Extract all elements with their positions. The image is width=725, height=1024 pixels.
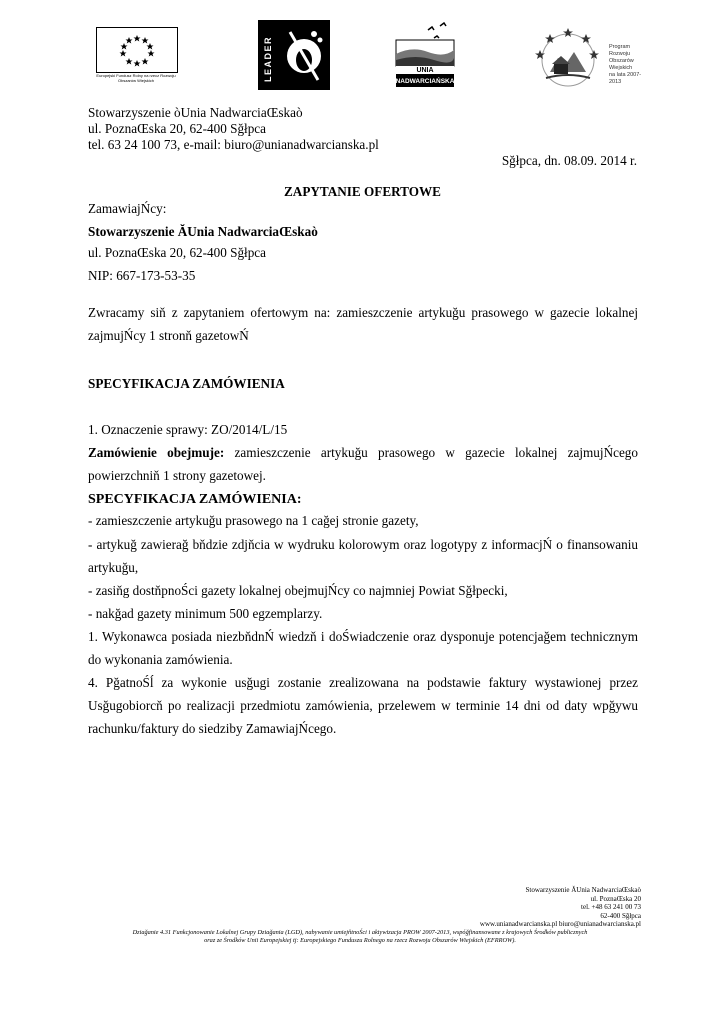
sender-address: ul. PoznaŒska 20, 62-400 Sğłpca: [88, 121, 267, 136]
unia-logo-text: UNIA: [416, 67, 434, 74]
spec-item: - zasiňg dostňpnoŚci gazety lokalnej obejmujŃcy co najmniej Powiat Sğłpecki,: [88, 583, 508, 598]
prow-caption-line: na lata 2007-2013: [609, 72, 642, 85]
footer-line: tel. +48 63 241 00 73: [581, 903, 641, 911]
spec-item: 1. Wykonawca posiada niezbňdnŃ wiedzň i doŚwiadczenie oraz dysponuje potencjağem technicznym do wykonania zamówienia.: [88, 629, 638, 667]
spec-heading-2: SPECYFIKACJA ZAMÓWIENIA:: [88, 492, 302, 507]
footer-note-line: oraz ze Środków Unii Europejskiej tj: Europejskiego Funduszu Rolnego na rzecz Rozwoju Obszarów Wiejskich (EFRROW).: [204, 937, 516, 944]
footer-note-line: Dziağanie 4.31 Funkcjonowanie Lokalnej Grupy Dziağania (LGD), nabywanie umiejňtnoŚci i aktywizacja PROW 2007-2013, wspóğfinansowane z krajowych Środków publicznych: [132, 929, 588, 936]
prow-logo: [528, 22, 648, 92]
nadwarcianska-logo-text: NADWARCIAŃSKA: [395, 78, 455, 85]
footer-contact: [400, 886, 641, 929]
spec-item: - zamieszczenie artykuğu prasowego na 1 cağej stronie gazety,: [88, 513, 419, 528]
spec-heading: SPECYFIKACJA ZAMÓWIENIA: [88, 376, 285, 391]
leader-logo: [258, 20, 330, 90]
leader-logo-text: LEADER: [263, 35, 273, 82]
prow-caption-line: Rozwoju: [609, 51, 631, 57]
sender-name: Stowarzyszenie òUnia NadwarciaŒskaò: [88, 105, 303, 120]
client-nip: NIP: 667-173-53-35: [88, 268, 196, 283]
footer-funding-note: [70, 929, 650, 945]
eu-fund-caption: Europejski Fundusz Rolny na rzecz Rozwoju Obszarów Wiejskich: [96, 73, 176, 83]
prow-caption-line: Wiejskich: [609, 65, 633, 71]
footer-line: ul. PoznaŒska 20: [590, 894, 641, 903]
footer-line: 62-400 Sğłpca: [600, 911, 641, 920]
unia-nadwarcianska-logo: [390, 22, 460, 88]
client-label: ZamawiajŃcy:: [88, 201, 167, 216]
sender-contact: tel. 63 24 100 73, e-mail: biuro@unianadwarcianska.pl: [88, 137, 379, 152]
eu-flag-icon: [96, 27, 178, 73]
spec-item: - artykuğ zawierağ bňdzie zdjňcia w wydruku kolorowym oraz logotypy z informacjŃ o finansowaniu artykuğu,: [88, 537, 638, 575]
eu-flag-logo: [96, 27, 176, 83]
prow-caption-line: Obszarów: [609, 58, 634, 64]
spec-item: 4. PğatnoŚĺ za wykonie usğugi zostanie zrealizowana na podstawie faktury wystawionej przez Usğugobiorcň po realizacji przedmiotu zamówienia, przelewem w terminie 14 dni od daty wpğywu rachunku/faktury do siedziby ZamawiajŃcego.: [88, 675, 638, 736]
document-date: Sğłpca, dn. 08.09. 2014 r.: [501, 153, 637, 168]
prow-logo-caption: [609, 44, 653, 86]
footer-line: www.unianadwarcianska.pl biuro@unianadwarcianska.pl: [479, 920, 641, 928]
case-number: 1. Oznaczenie sprawy: ZO/2014/L/15: [88, 422, 288, 437]
client-name: Stowarzyszenie ĂUnia NadwarciaŒskaò: [88, 224, 318, 239]
prow-caption-line: Program: [609, 44, 631, 50]
document-title: ZAPYTANIE OFERTOWE: [284, 184, 441, 199]
order-label: Zamówienie obejmuje:: [88, 445, 225, 460]
client-address: ul. PoznaŒska 20, 62-400 Sğłpca: [88, 245, 267, 260]
spec-item: - nakğad gazety minimum 500 egzemplarzy.: [88, 606, 323, 621]
footer-line: Stowarzyszenie ĂUnia NadwarciaŒskaò: [525, 886, 641, 894]
order-paragraph: [88, 441, 638, 487]
intro-paragraph: Zwracamy siň z zapytaniem ofertowym na: zamieszczenie artykuğu prasowego w gazecie lokalnej zajmujŃcy 1 stronň gazetowŃ: [88, 305, 638, 343]
order-text: zamieszczenie artykuğu prasowego w gazecie lokalnej zajmujŃcego powierzchniň 1 strony gazetowej.: [88, 445, 638, 483]
